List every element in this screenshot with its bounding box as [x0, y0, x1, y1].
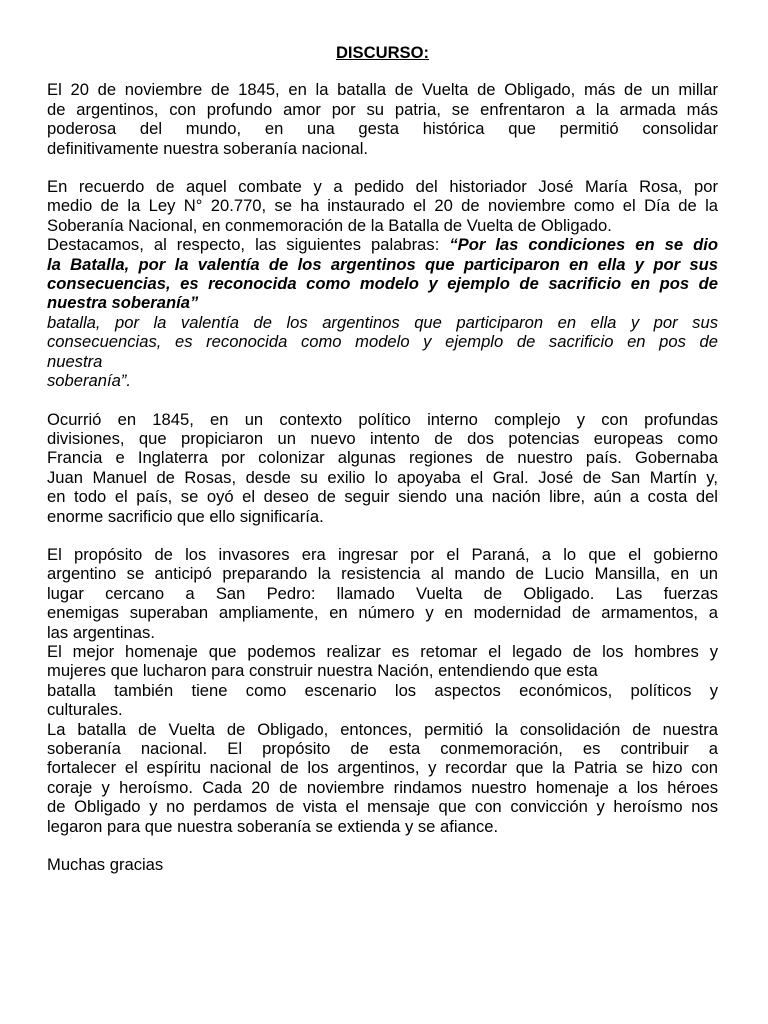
quote-italic-line: soberanía”.: [47, 371, 131, 391]
text-line: Soberanía Nacional, en conmemoración de la Batalla de Vuelta de Obligado.: [47, 215, 612, 235]
paragraph-context: [47, 410, 718, 526]
quote-intro: Destacamos, al respecto, las siguientes palabras:: [47, 235, 450, 255]
quote-italic-line: consecuencias, es reconocida como modelo y ejemplo de sacrificio en pos de: [47, 332, 718, 352]
text-line: poderosa del mundo, en una gesta histórica que permitió consolidar: [47, 119, 718, 139]
text-line: Francia e Inglaterra por colonizar algunas regiones de nuestro país. Gobernaba: [47, 448, 718, 468]
text-line: El 20 de noviembre de 1845, en la batalla de Vuelta de Obligado, más de un millar: [47, 80, 718, 100]
quote-bold-line: nuestra soberanía”: [47, 293, 199, 313]
text-line: Ocurrió en 1845, en un contexto político interno complejo y con profundas: [47, 409, 718, 429]
text-line: las argentinas.: [47, 622, 155, 642]
text-line: enemigas superaban ampliamente, en número y en modernidad de armamentos, a: [47, 603, 718, 623]
text-line: [47, 235, 718, 254]
text-line: En recuerdo de aquel combate y a pedido del historiador José María Rosa, por: [47, 177, 718, 197]
text-line: divisiones, que propiciaron un nuevo intento de dos potencias europeas como: [47, 428, 718, 448]
paragraph-conclusion: [47, 720, 718, 836]
text-line: fortalecer el espíritu nacional de los argentinos, y recordar que la Patria se hizo con: [47, 758, 718, 778]
text-line: de argentinos, con profundo amor por su patria, se enfrentaron a la armada más: [47, 99, 718, 119]
closing-text: Muchas gracias: [47, 855, 164, 875]
quote-italic-line: batalla, por la valentía de los argentinos que participaron en ella y por sus: [47, 312, 718, 332]
text-line: mujeres que lucharon para construir nuestra Nación, entendiendo que esta: [47, 661, 598, 681]
paragraph-law: [47, 177, 718, 390]
text-line: La batalla de Vuelta de Obligado, entonces, permitió la consolidación de nuestra: [47, 719, 718, 739]
quote-bold-line: consecuencias, es reconocida como modelo y ejemplo de sacrificio en pos de: [47, 274, 718, 294]
paragraph-invaders: [47, 545, 718, 642]
text-line: argentino se anticipó preparando la resistencia al mando de Lucio Mansilla, en un: [47, 564, 718, 584]
text-line: El propósito de los invasores era ingresar por el Paraná, a lo que el gobierno: [47, 544, 718, 564]
text-line: Juan Manuel de Rosas, desde su exilio lo apoyaba el Gral. José de San Martín y,: [47, 467, 718, 487]
text-line: legaron para que nuestra soberanía se extienda y se afiance.: [47, 816, 499, 836]
quote-bold-start: “Por las condiciones en se dio: [449, 235, 719, 255]
text-line: de Obligado y no perdamos de vista el mensaje que con convicción y heroísmo nos: [47, 797, 718, 817]
text-line: medio de la Ley N° 20.770, se ha instaurado el 20 de noviembre como el Día de la: [47, 196, 718, 216]
text-line: definitivamente nuestra soberanía nacional.: [47, 138, 369, 158]
document-page: [47, 43, 718, 874]
text-line: en todo el país, se oyó el deseo de seguir siendo una nación libre, aún a costa del: [47, 487, 718, 507]
document-title: DISCURSO:: [335, 43, 430, 62]
text-line: soberanía nacional. El propósito de esta conmemoración, es contribuir a: [47, 739, 718, 758]
paragraph-homage: [47, 642, 718, 720]
text-line: El mejor homenaje que podemos realizar es retomar el legado de los hombres y: [47, 641, 718, 661]
text-line: lugar cercano a San Pedro: llamado Vuelta de Obligado. Las fuerzas: [47, 583, 718, 603]
paragraph-intro: [47, 80, 718, 158]
text-line: batalla también tiene como escenario los aspectos económicos, políticos y: [47, 680, 718, 700]
quote-bold-line: la Batalla, por la valentía de los argentinos que participaron en ella y por sus: [47, 254, 718, 274]
quote-italic-line: nuestra: [47, 351, 103, 371]
text-line: enorme sacrificio que ello significaría.: [47, 506, 324, 526]
text-line: coraje y heroísmo. Cada 20 de noviembre rindamos nuestro homenaje a los héroes: [47, 777, 718, 797]
text-line: culturales.: [47, 700, 123, 720]
